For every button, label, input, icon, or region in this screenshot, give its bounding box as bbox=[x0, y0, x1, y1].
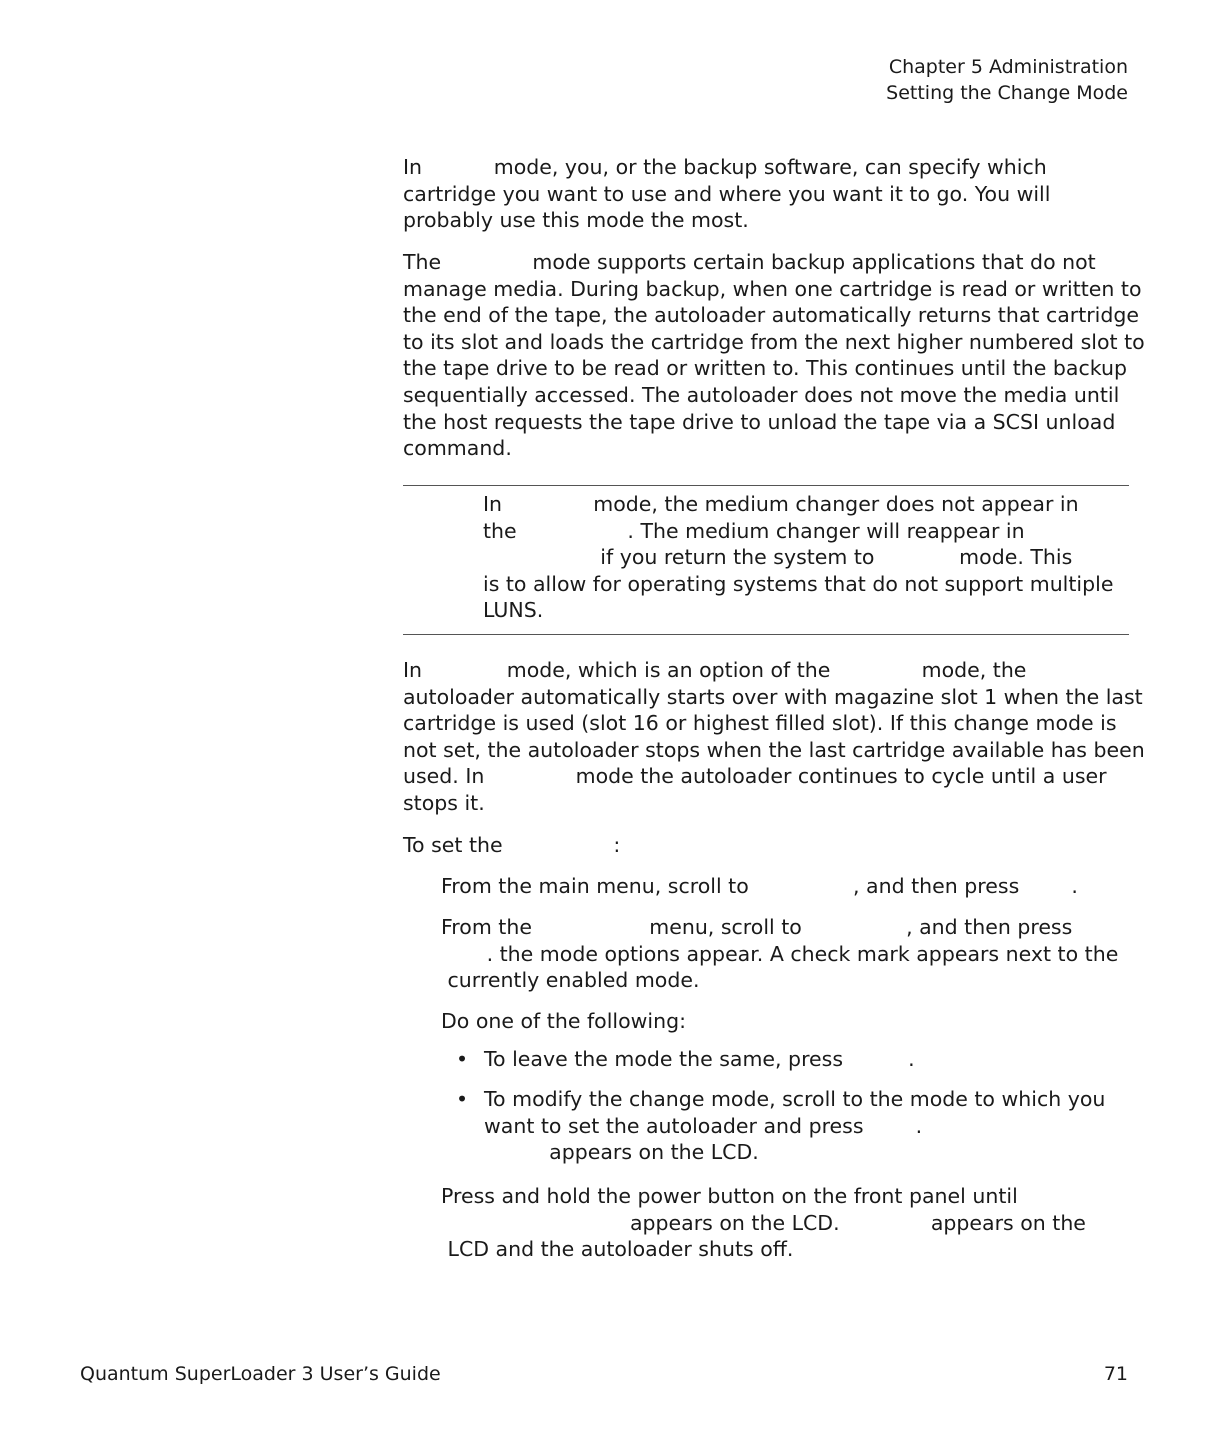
step-1 bbox=[441, 873, 1121, 900]
header-chapter: Chapter 5 Administration bbox=[888, 56, 1128, 78]
text-line: . the mode options appear. A check mark appears next to the bbox=[441, 941, 1119, 966]
text-line: manage media. During backup, when one cartridge is read or written to bbox=[403, 276, 1142, 301]
bullet-item-leave bbox=[484, 1046, 1124, 1073]
text-line: To set the : bbox=[403, 833, 621, 857]
text-line: is to allow for operating systems that do not support multiple bbox=[483, 571, 1114, 596]
bullet-icon: • bbox=[456, 1047, 469, 1071]
text-line: cartridge you want to use and where you want it to go. You will bbox=[403, 181, 1051, 206]
text-line: want to set the autoloader and press . bbox=[484, 1113, 923, 1138]
procedure-intro bbox=[403, 832, 1133, 859]
step-4 bbox=[441, 1183, 1121, 1263]
text-line: In mode, which is an option of the mode, the bbox=[403, 658, 1027, 682]
text-line: stops it. bbox=[403, 790, 485, 815]
bullet-item-modify bbox=[484, 1086, 1124, 1166]
text-line: To leave the mode the same, press . bbox=[484, 1047, 915, 1071]
running-header bbox=[886, 54, 1128, 106]
text-line: Do one of the following: bbox=[441, 1009, 687, 1033]
text-line: From the main menu, scroll to , and then press . bbox=[441, 874, 1078, 898]
note-bottom-rule bbox=[403, 634, 1129, 635]
text-line: LUNS. bbox=[483, 598, 544, 623]
text-line: appears on the LCD. appears on the bbox=[441, 1210, 1086, 1235]
text-line: In mode, you, or the backup software, can specify which bbox=[403, 155, 1047, 179]
text-line: the end of the tape, the autoloader automatically returns that cartridge bbox=[403, 303, 1140, 328]
text-line: Press and hold the power button on the front panel until bbox=[441, 1184, 1018, 1208]
paragraph-random-mode bbox=[403, 154, 1133, 234]
text-line: to its slot and loads the cartridge from the next higher numbered slot to bbox=[403, 329, 1145, 354]
text-line: currently enabled mode. bbox=[441, 968, 700, 993]
text-line: To modify the change mode, scroll to the mode to which you bbox=[484, 1087, 1106, 1111]
text-line: cartridge is used (slot 16 or highest filled slot). If this change mode is bbox=[403, 711, 1117, 736]
text-line: the tape drive to be read or written to. This continues until the backup bbox=[403, 356, 1127, 381]
text-line: The mode supports certain backup applications that do not bbox=[403, 250, 1096, 274]
text-line: sequentially accessed. The autoloader does not move the media until bbox=[403, 382, 1120, 407]
text-line: From the menu, scroll to , and then press bbox=[441, 915, 1073, 939]
text-line: command. bbox=[403, 436, 512, 461]
text-line: not set, the autoloader stops when the last cartridge available has been bbox=[403, 737, 1145, 762]
text-line: used. In mode the autoloader continues to cycle until a user bbox=[403, 764, 1107, 789]
text-line: the host requests the tape drive to unload the tape via a SCSI unload bbox=[403, 409, 1116, 434]
text-line: appears on the LCD. bbox=[484, 1140, 759, 1165]
step-3 bbox=[441, 1008, 1121, 1035]
text-line: autoloader automatically starts over with magazine slot 1 when the last bbox=[403, 684, 1143, 709]
note-block bbox=[483, 491, 1123, 624]
text-line: In mode, the medium changer does not appear in bbox=[483, 492, 1079, 516]
paragraph-sequential-mode bbox=[403, 249, 1145, 462]
text-line: if you return the system to mode. This bbox=[483, 545, 1073, 570]
note-top-rule bbox=[403, 485, 1129, 486]
header-section: Setting the Change Mode bbox=[886, 82, 1128, 104]
step-2 bbox=[441, 914, 1121, 994]
bullet-icon: • bbox=[456, 1087, 469, 1111]
text-line: LCD and the autoloader shuts off. bbox=[441, 1237, 794, 1262]
footer-title: Quantum SuperLoader 3 User’s Guide bbox=[80, 1363, 441, 1385]
paragraph-loop-mode bbox=[403, 657, 1145, 817]
text-line: probably use this mode the most. bbox=[403, 208, 749, 233]
page-number: 71 bbox=[1103, 1363, 1128, 1385]
text-line: the . The medium changer will reappear in bbox=[483, 518, 1025, 543]
